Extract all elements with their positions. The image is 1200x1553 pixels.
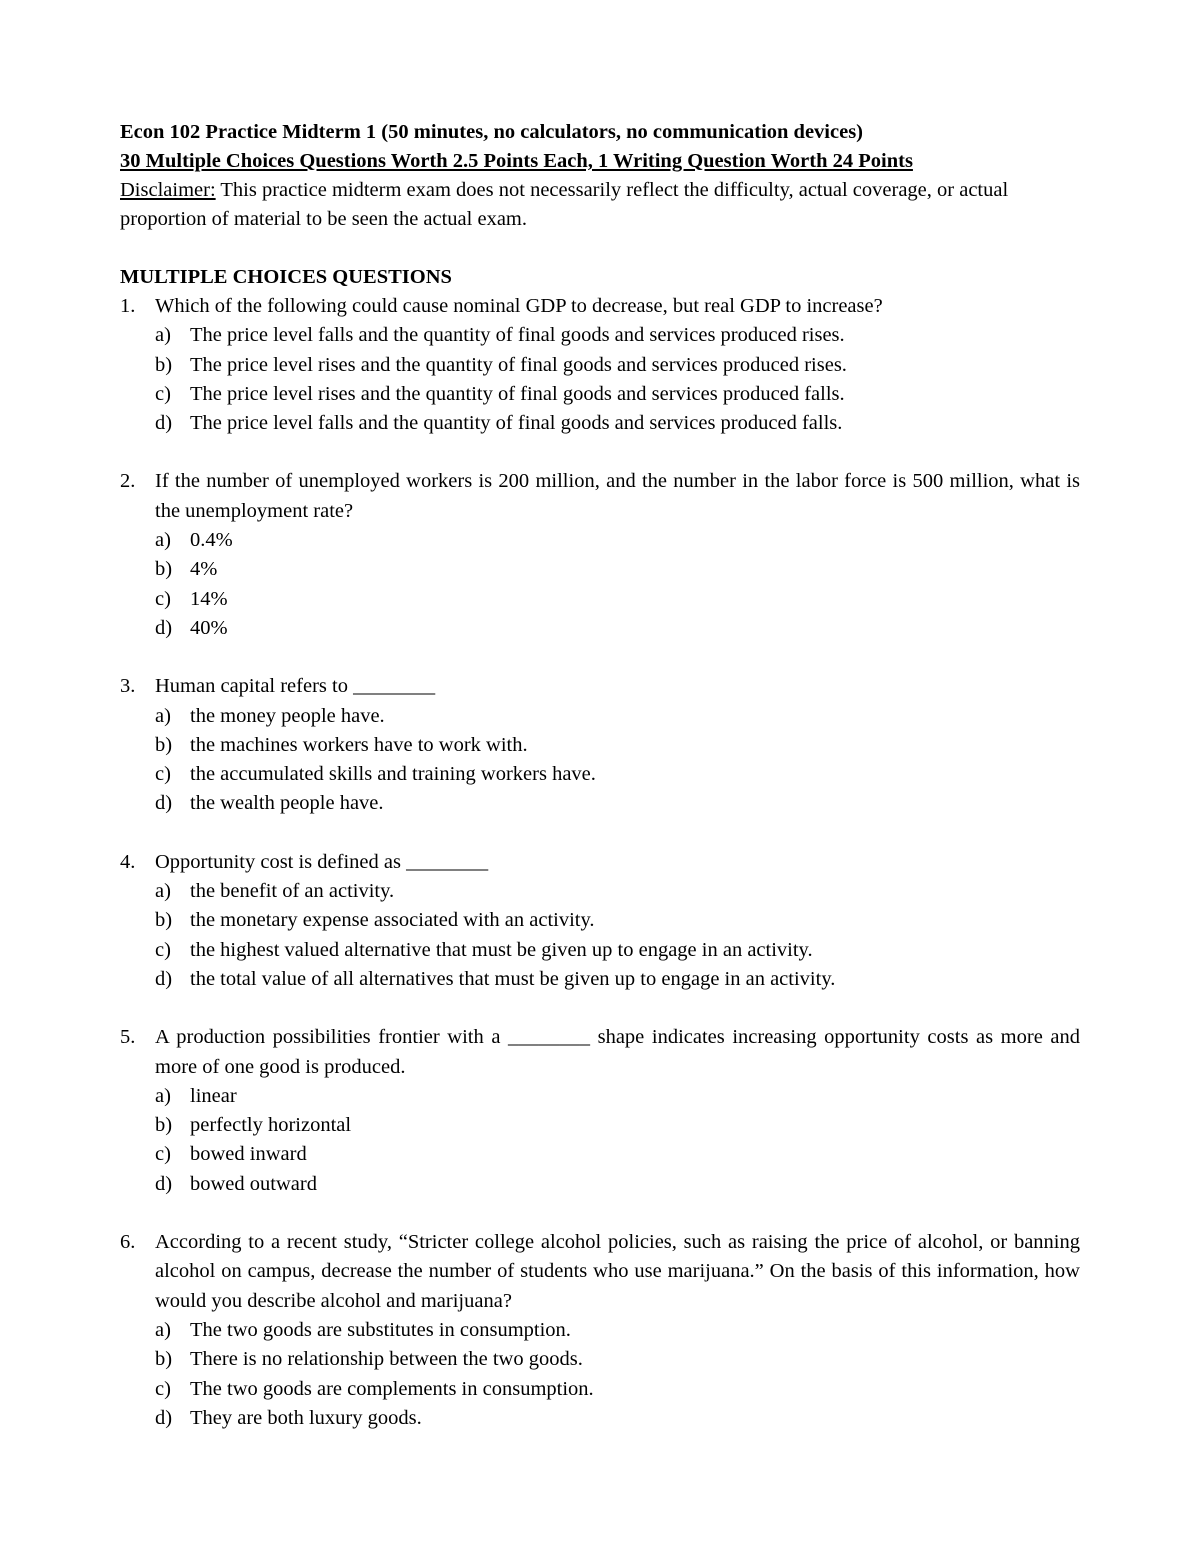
answer-options (120, 1082, 1080, 1199)
option-letter: b) (155, 1348, 173, 1371)
option-letter: a) (155, 880, 171, 903)
answer-options (120, 877, 1080, 994)
question-stem (120, 672, 1080, 701)
option-letter: c) (155, 1143, 171, 1166)
answer-option (155, 760, 1080, 789)
option-text: linear (190, 1084, 237, 1107)
question-number: 5. (120, 1026, 136, 1049)
option-text: the total value of all alternatives that must be given up to engage in an activity. (190, 967, 836, 990)
answer-option (155, 1375, 1080, 1404)
question (120, 848, 1080, 994)
question (120, 1023, 1080, 1199)
option-text: bowed outward (190, 1172, 317, 1195)
question-text: Human capital refers to ________ (155, 675, 436, 698)
option-letter: d) (155, 1406, 173, 1429)
answer-option (155, 321, 1080, 350)
option-letter: c) (155, 587, 171, 610)
option-letter: b) (155, 1114, 173, 1137)
question-number: 6. (120, 1231, 136, 1254)
answer-option (155, 555, 1080, 584)
option-letter: b) (155, 353, 173, 376)
answer-option (155, 1111, 1080, 1140)
question-number: 3. (120, 675, 136, 698)
option-text: 14% (190, 587, 228, 610)
answer-option (155, 965, 1080, 994)
answer-option (155, 351, 1080, 380)
answer-option (155, 1345, 1080, 1374)
question-text: Opportunity cost is defined as ________ (155, 850, 489, 873)
option-text: the wealth people have. (190, 792, 384, 815)
question-stem (120, 292, 1080, 321)
disclaimer-text: This practice midterm exam does not necessarily reflect the difficulty, actual coverage, or actual proportion of material to be seen the actual exam. (120, 179, 1009, 230)
option-letter: c) (155, 938, 171, 961)
answer-option (155, 731, 1080, 760)
question-text: Which of the following could cause nominal GDP to decrease, but real GDP to increase? (155, 295, 883, 317)
option-text: perfectly horizontal (190, 1114, 352, 1137)
answer-option (155, 906, 1080, 935)
option-letter: d) (155, 412, 173, 435)
answer-option (155, 614, 1080, 643)
exam-title: Econ 102 Practice Midterm 1 (50 minutes, no calculators, no communication devices) (120, 121, 864, 143)
option-text: 4% (190, 558, 218, 581)
option-text: 40% (190, 616, 228, 639)
option-text: 0.4% (190, 529, 233, 552)
option-letter: c) (155, 763, 171, 786)
option-letter: a) (155, 529, 171, 552)
question-number: 4. (120, 850, 136, 873)
option-letter: d) (155, 616, 173, 639)
disclaimer (120, 176, 1080, 234)
answer-option (155, 1404, 1080, 1433)
answer-option (155, 526, 1080, 555)
answer-options (120, 526, 1080, 643)
option-text: The two goods are substitutes in consumption. (190, 1318, 571, 1341)
question-stem (120, 848, 1080, 877)
exam-page (120, 118, 1080, 1433)
answer-option (155, 1316, 1080, 1345)
option-text: The price level rises and the quantity of final goods and services produced falls. (190, 382, 845, 405)
question-number: 1. (120, 295, 136, 317)
question-stem (120, 1228, 1080, 1316)
option-letter: b) (155, 733, 173, 756)
question-text: If the number of unemployed workers is 200 million, and the number in the labor force is 500 million, what is the unemployment rate? (155, 470, 1080, 522)
section-heading: MULTIPLE CHOICES QUESTIONS (120, 266, 452, 288)
option-letter: c) (155, 382, 171, 405)
option-letter: a) (155, 324, 171, 347)
exam-subtitle: 30 Multiple Choices Questions Worth 2.5 Points Each, 1 Writing Question Worth 24 Points (120, 150, 913, 172)
option-text: bowed inward (190, 1143, 307, 1166)
answer-options (120, 1316, 1080, 1433)
answer-options (120, 702, 1080, 819)
answer-option (155, 1082, 1080, 1111)
answer-option (155, 702, 1080, 731)
option-letter: a) (155, 1318, 171, 1341)
option-text: the benefit of an activity. (190, 880, 395, 903)
option-text: They are both luxury goods. (190, 1406, 422, 1429)
option-text: The two goods are complements in consumption. (190, 1377, 594, 1400)
option-text: the machines workers have to work with. (190, 733, 528, 756)
option-letter: d) (155, 1172, 173, 1195)
option-text: The price level rises and the quantity of final goods and services produced rises. (190, 353, 847, 376)
answer-options (120, 321, 1080, 438)
option-text: There is no relationship between the two goods. (190, 1348, 583, 1371)
question (120, 467, 1080, 643)
option-letter: b) (155, 558, 173, 581)
answer-option (155, 1140, 1080, 1169)
option-letter: a) (155, 704, 171, 727)
option-text: the money people have. (190, 704, 385, 727)
question-text: A production possibilities frontier with a ________ shape indicates increasing opportunity costs as more and more of one good is produced. (155, 1026, 1080, 1078)
option-text: the accumulated skills and training workers have. (190, 763, 596, 786)
option-letter: c) (155, 1377, 171, 1400)
question-stem (120, 1023, 1080, 1082)
answer-option (155, 877, 1080, 906)
option-letter: d) (155, 967, 173, 990)
answer-option (155, 380, 1080, 409)
option-text: the highest valued alternative that must be given up to engage in an activity. (190, 938, 813, 961)
question (120, 292, 1080, 438)
question-text: According to a recent study, “Stricter college alcohol policies, such as raising the price of alcohol, or banning alcohol on campus, decrease the number of students who use marijuana.” On the basis of this information, how would you describe alcohol and marijuana? (155, 1231, 1080, 1312)
answer-option (155, 1170, 1080, 1199)
question (120, 1228, 1080, 1433)
answer-option (155, 585, 1080, 614)
option-text: The price level falls and the quantity of final goods and services produced falls. (190, 412, 843, 435)
question-number: 2. (120, 470, 136, 493)
disclaimer-label: Disclaimer: (120, 179, 216, 201)
question (120, 672, 1080, 818)
option-letter: b) (155, 909, 173, 932)
question-list (120, 292, 1080, 1433)
option-text: the monetary expense associated with an activity. (190, 909, 595, 932)
answer-option (155, 936, 1080, 965)
answer-option (155, 789, 1080, 818)
option-letter: a) (155, 1084, 171, 1107)
option-text: The price level falls and the quantity of final goods and services produced rises. (190, 324, 845, 347)
option-letter: d) (155, 792, 173, 815)
question-stem (120, 467, 1080, 526)
answer-option (155, 409, 1080, 438)
